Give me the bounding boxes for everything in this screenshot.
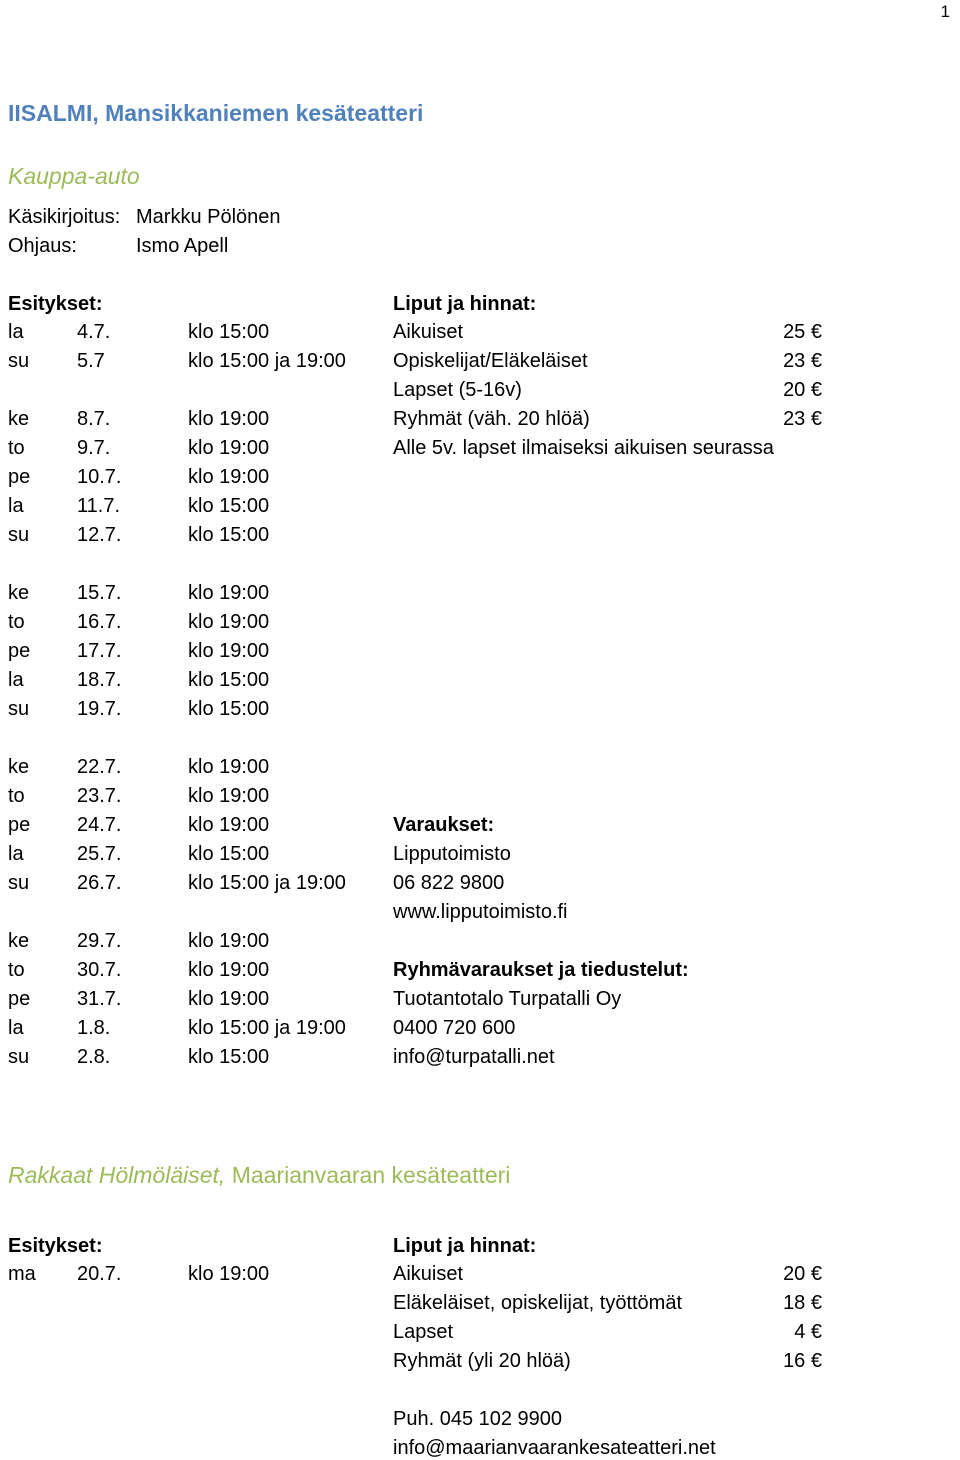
performance-day: la — [8, 495, 24, 517]
performance-day: ke — [8, 930, 30, 952]
venue-name: Maarianvaaran kesäteatteri — [231, 1162, 511, 1188]
price-label: Ryhmät (yli 20 hlöä) — [393, 1350, 571, 1372]
performance-day: pe — [8, 640, 31, 662]
performance-time: klo 15:00 — [188, 669, 270, 691]
price-label: Opiskelijat/Eläkeläiset — [393, 350, 588, 372]
performance-day: la — [8, 843, 24, 865]
price-value: 25 € — [783, 321, 822, 343]
price-value: 4 € — [794, 1321, 822, 1343]
performance-date: 31.7. — [77, 988, 122, 1010]
performance-date: 12.7. — [77, 524, 122, 546]
performance-date: 20.7. — [77, 1263, 122, 1285]
performance-date: 19.7. — [77, 698, 122, 720]
performance-date: 17.7. — [77, 640, 122, 662]
credit-value: Ismo Apell — [136, 235, 229, 257]
performance-time: klo 19:00 — [188, 1263, 270, 1285]
performance-time: klo 19:00 — [188, 640, 270, 662]
group-email-link[interactable]: info@turpatalli.net — [393, 1046, 555, 1068]
performance-time: klo 19:00 — [188, 611, 270, 633]
price-value: 23 € — [783, 408, 822, 430]
performance-date: 26.7. — [77, 872, 122, 894]
performance-day: ke — [8, 756, 30, 778]
tickets-heading: Liput ja hinnat: — [393, 1235, 537, 1257]
credit-label: Käsikirjoitus: — [8, 206, 121, 228]
reservations-heading: Varaukset: — [393, 814, 495, 836]
performance-date: 16.7. — [77, 611, 122, 633]
contact-phone: Puh. 045 102 9900 — [393, 1408, 563, 1430]
performance-day: su — [8, 1046, 30, 1068]
group-company: Tuotantotalo Turpatalli Oy — [393, 988, 622, 1010]
reservations-phone: 06 822 9800 — [393, 872, 505, 894]
group-reservations-heading: Ryhmävaraukset ja tiedustelut: — [393, 959, 689, 981]
page-number: 1 — [940, 2, 950, 21]
performance-time: klo 15:00 — [188, 321, 270, 343]
play-title: Kauppa-auto — [8, 163, 140, 189]
performance-time: klo 19:00 — [188, 582, 270, 604]
performance-time: klo 19:00 — [188, 814, 270, 836]
performance-day: su — [8, 698, 30, 720]
play-title: Rakkaat Hölmöläiset, — [8, 1162, 226, 1188]
reservations-name: Lipputoimisto — [393, 843, 511, 865]
performance-date: 15.7. — [77, 582, 122, 604]
performance-time: klo 19:00 — [188, 437, 270, 459]
performance-date: 25.7. — [77, 843, 122, 865]
performance-date: 29.7. — [77, 930, 122, 952]
theatre-heading: IISALMI, Mansikkaniemen kesäteatteri — [8, 100, 424, 126]
performance-day: su — [8, 872, 30, 894]
performance-time: klo 15:00 — [188, 1046, 270, 1068]
contact-email-link[interactable]: info@maarianvaarankesateatteri.net — [393, 1437, 716, 1459]
price-label: Eläkeläiset, opiskelijat, työttömät — [393, 1292, 683, 1314]
performance-day: to — [8, 959, 25, 981]
performance-time: klo 19:00 — [188, 988, 270, 1010]
price-label: Ryhmät (väh. 20 hlöä) — [393, 408, 590, 430]
performance-date: 22.7. — [77, 756, 122, 778]
performance-time: klo 15:00 — [188, 495, 270, 517]
performance-time: klo 19:00 — [188, 959, 270, 981]
tickets-heading: Liput ja hinnat: — [393, 293, 537, 315]
price-note: Alle 5v. lapset ilmaiseksi aikuisen seurassa — [393, 437, 774, 459]
performance-day: pe — [8, 466, 31, 488]
performance-day: su — [8, 350, 30, 372]
price-label: Aikuiset — [393, 321, 464, 343]
performance-day: ke — [8, 408, 30, 430]
price-value: 16 € — [783, 1350, 822, 1372]
price-label: Lapset (5-16v) — [393, 379, 522, 401]
performance-day: to — [8, 437, 25, 459]
performance-date: 23.7. — [77, 785, 122, 807]
performance-time: klo 19:00 — [188, 408, 270, 430]
performance-time: klo 19:00 — [188, 930, 270, 952]
performance-date: 1.8. — [77, 1017, 111, 1039]
price-label: Aikuiset — [393, 1263, 464, 1285]
performance-day: pe — [8, 814, 31, 836]
price-value: 18 € — [783, 1292, 822, 1314]
performance-time: klo 19:00 — [188, 466, 270, 488]
performance-date: 11.7. — [77, 495, 120, 517]
performance-date: 4.7. — [77, 321, 111, 343]
performance-date: 2.8. — [77, 1046, 111, 1068]
credit-label: Ohjaus: — [8, 235, 77, 257]
performance-date: 9.7. — [77, 437, 111, 459]
performance-date: 18.7. — [77, 669, 122, 691]
performance-day: ma — [8, 1263, 36, 1285]
performance-date: 24.7. — [77, 814, 122, 836]
group-phone: 0400 720 600 — [393, 1017, 516, 1039]
performance-date: 10.7. — [77, 466, 122, 488]
price-value: 20 € — [783, 379, 822, 401]
performances-heading: Esitykset: — [8, 293, 103, 315]
performance-time: klo 15:00 — [188, 698, 270, 720]
credit-value: Markku Pölönen — [136, 206, 281, 228]
performance-day: ke — [8, 582, 30, 604]
performance-day: la — [8, 321, 24, 343]
performance-day: pe — [8, 988, 31, 1010]
performance-day: su — [8, 524, 30, 546]
performance-date: 30.7. — [77, 959, 122, 981]
performance-time: klo 19:00 — [188, 785, 270, 807]
performance-date: 8.7. — [77, 408, 111, 430]
theatre2-heading — [8, 1161, 510, 1189]
performance-time: klo 19:00 — [188, 756, 270, 778]
performance-day: la — [8, 1017, 24, 1039]
performance-time: klo 15:00 ja 19:00 — [188, 350, 346, 372]
price-label: Lapset — [393, 1321, 454, 1343]
performances-heading: Esitykset: — [8, 1235, 103, 1257]
performance-time: klo 15:00 — [188, 843, 270, 865]
reservations-web-link[interactable]: www.lipputoimisto.fi — [393, 901, 568, 923]
price-value: 20 € — [783, 1263, 822, 1285]
performance-time: klo 15:00 ja 19:00 — [188, 872, 346, 894]
performance-time: klo 15:00 — [188, 524, 270, 546]
performance-day: to — [8, 785, 25, 807]
performance-day: la — [8, 669, 24, 691]
performance-date: 5.7 — [77, 350, 105, 372]
price-value: 23 € — [783, 350, 822, 372]
performance-day: to — [8, 611, 25, 633]
performance-time: klo 15:00 ja 19:00 — [188, 1017, 346, 1039]
